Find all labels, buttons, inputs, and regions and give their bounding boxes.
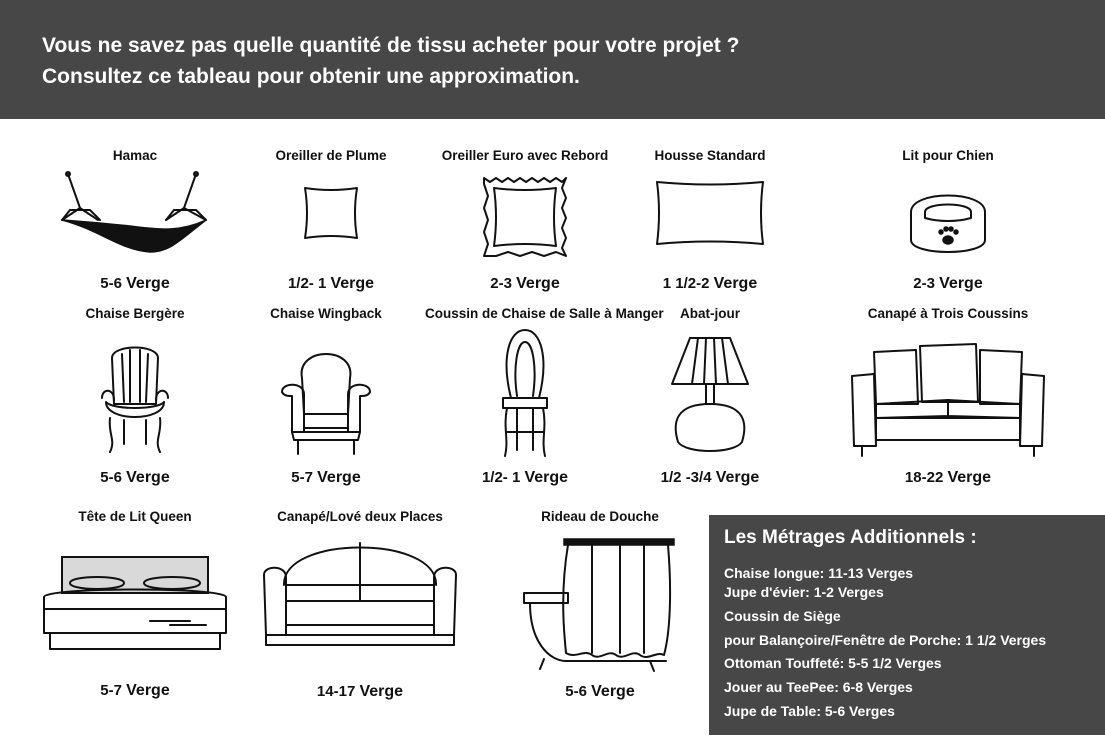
- item-qty: [35, 469, 235, 487]
- qty-unit: Verge: [947, 469, 992, 486]
- qty-value: 5-6: [565, 683, 587, 700]
- item-title: Tête de Lit Queen: [78, 509, 192, 524]
- qty-value: 5-7: [291, 469, 313, 486]
- qty-unit: Verge: [591, 683, 635, 700]
- list-item: Coussin de Siège: [724, 608, 841, 624]
- qty-value: 1/2 -3/4: [660, 469, 712, 486]
- qty-value: 2-3: [490, 275, 512, 292]
- header-banner: [0, 0, 1105, 119]
- item-qty: [848, 275, 1048, 293]
- loveseat-icon: [260, 535, 460, 653]
- qty-unit: Verge: [715, 469, 760, 486]
- qty-unit: Verge: [126, 275, 170, 292]
- pillow-icon: [231, 184, 431, 242]
- qty-value: 5-6: [100, 275, 122, 292]
- hammock-icon: [35, 170, 235, 258]
- list-item: Ottoman Touffeté: 5-5 1/2 Verges: [724, 655, 942, 671]
- item-qty: [35, 275, 235, 293]
- standard-pillowcase-icon: [610, 178, 810, 248]
- item-title: Lit pour Chien: [902, 148, 994, 163]
- qty-value: 5-7: [100, 682, 122, 699]
- item-title: Housse Standard: [654, 148, 766, 163]
- shower-curtain-icon: [500, 533, 700, 677]
- qty-value: 18-22: [904, 469, 944, 486]
- list-item: pour Balançoire/Fenêtre de Porche: 1 1/2 Verges: [724, 632, 1047, 648]
- qty-unit: Verge: [359, 683, 404, 700]
- bergere-chair-icon: [35, 344, 235, 458]
- qty-value: 5-6: [100, 469, 122, 486]
- dining-chair-icon: [425, 328, 625, 460]
- additional-yardage-panel: [709, 515, 1105, 735]
- item-title: Oreiller Euro avec Rebord: [441, 148, 609, 163]
- item-title: Rideau de Douche: [541, 509, 659, 524]
- item-title: Chaise Bergère: [85, 306, 185, 321]
- item-qty: [231, 275, 431, 293]
- three-cushion-sofa-icon: [848, 342, 1048, 460]
- qty-value: 1 1/2-2: [662, 275, 710, 292]
- list-item: Chaise longue: 11-13 Verges: [724, 565, 914, 581]
- list-item: Jouer au TeePee: 6-8 Verges: [724, 679, 913, 695]
- lamp-icon: [610, 336, 810, 456]
- header-line-1: Vous ne savez pas quelle quantité de tissu acheter pour votre projet ?: [42, 34, 740, 57]
- list-item: Jupe d'évier: 1-2 Verges: [724, 584, 884, 600]
- item-title: Chaise Wingback: [270, 306, 382, 321]
- qty-value: 1/2- 1: [287, 275, 327, 292]
- qty-value: 14-17: [316, 683, 356, 700]
- wingback-chair-icon: [226, 342, 426, 458]
- item-qty: [610, 275, 810, 293]
- qty-unit: Verge: [126, 682, 170, 699]
- qty-unit: Verge: [939, 275, 983, 292]
- euro-pillow-icon: [425, 174, 625, 260]
- item-qty: [425, 469, 625, 487]
- item-qty: [425, 275, 625, 293]
- qty-unit: Verge: [524, 469, 569, 486]
- item-qty: [848, 469, 1048, 487]
- qty-value: 1/2- 1: [481, 469, 521, 486]
- item-title: Coussin de Chaise de Salle à Manger: [425, 306, 664, 321]
- item-title: Abat-jour: [680, 306, 740, 321]
- qty-unit: Verge: [713, 275, 758, 292]
- item-title: Hamac: [112, 148, 158, 163]
- queen-bed-icon: [35, 553, 235, 655]
- dog-bed-icon: [848, 182, 1048, 256]
- qty-value: 2-3: [913, 275, 935, 292]
- item-qty: [35, 682, 235, 700]
- qty-unit: Verge: [126, 469, 170, 486]
- item-title: Canapé/Lové deux Places: [277, 509, 443, 524]
- item-title: Oreiller de Plume: [275, 148, 387, 163]
- item-qty: [260, 683, 460, 701]
- qty-unit: Verge: [317, 469, 361, 486]
- qty-unit: Verge: [330, 275, 375, 292]
- qty-unit: Verge: [516, 275, 560, 292]
- item-qty: [226, 469, 426, 487]
- item-qty: [610, 469, 810, 487]
- list-item: Jupe de Table: 5-6 Verges: [724, 703, 895, 719]
- header-line-2: Consultez ce tableau pour obtenir une approximation.: [42, 65, 580, 88]
- item-qty: [500, 683, 700, 701]
- item-title: Canapé à Trois Coussins: [867, 306, 1029, 321]
- additional-yardage-title: Les Métrages Additionnels :: [724, 527, 977, 548]
